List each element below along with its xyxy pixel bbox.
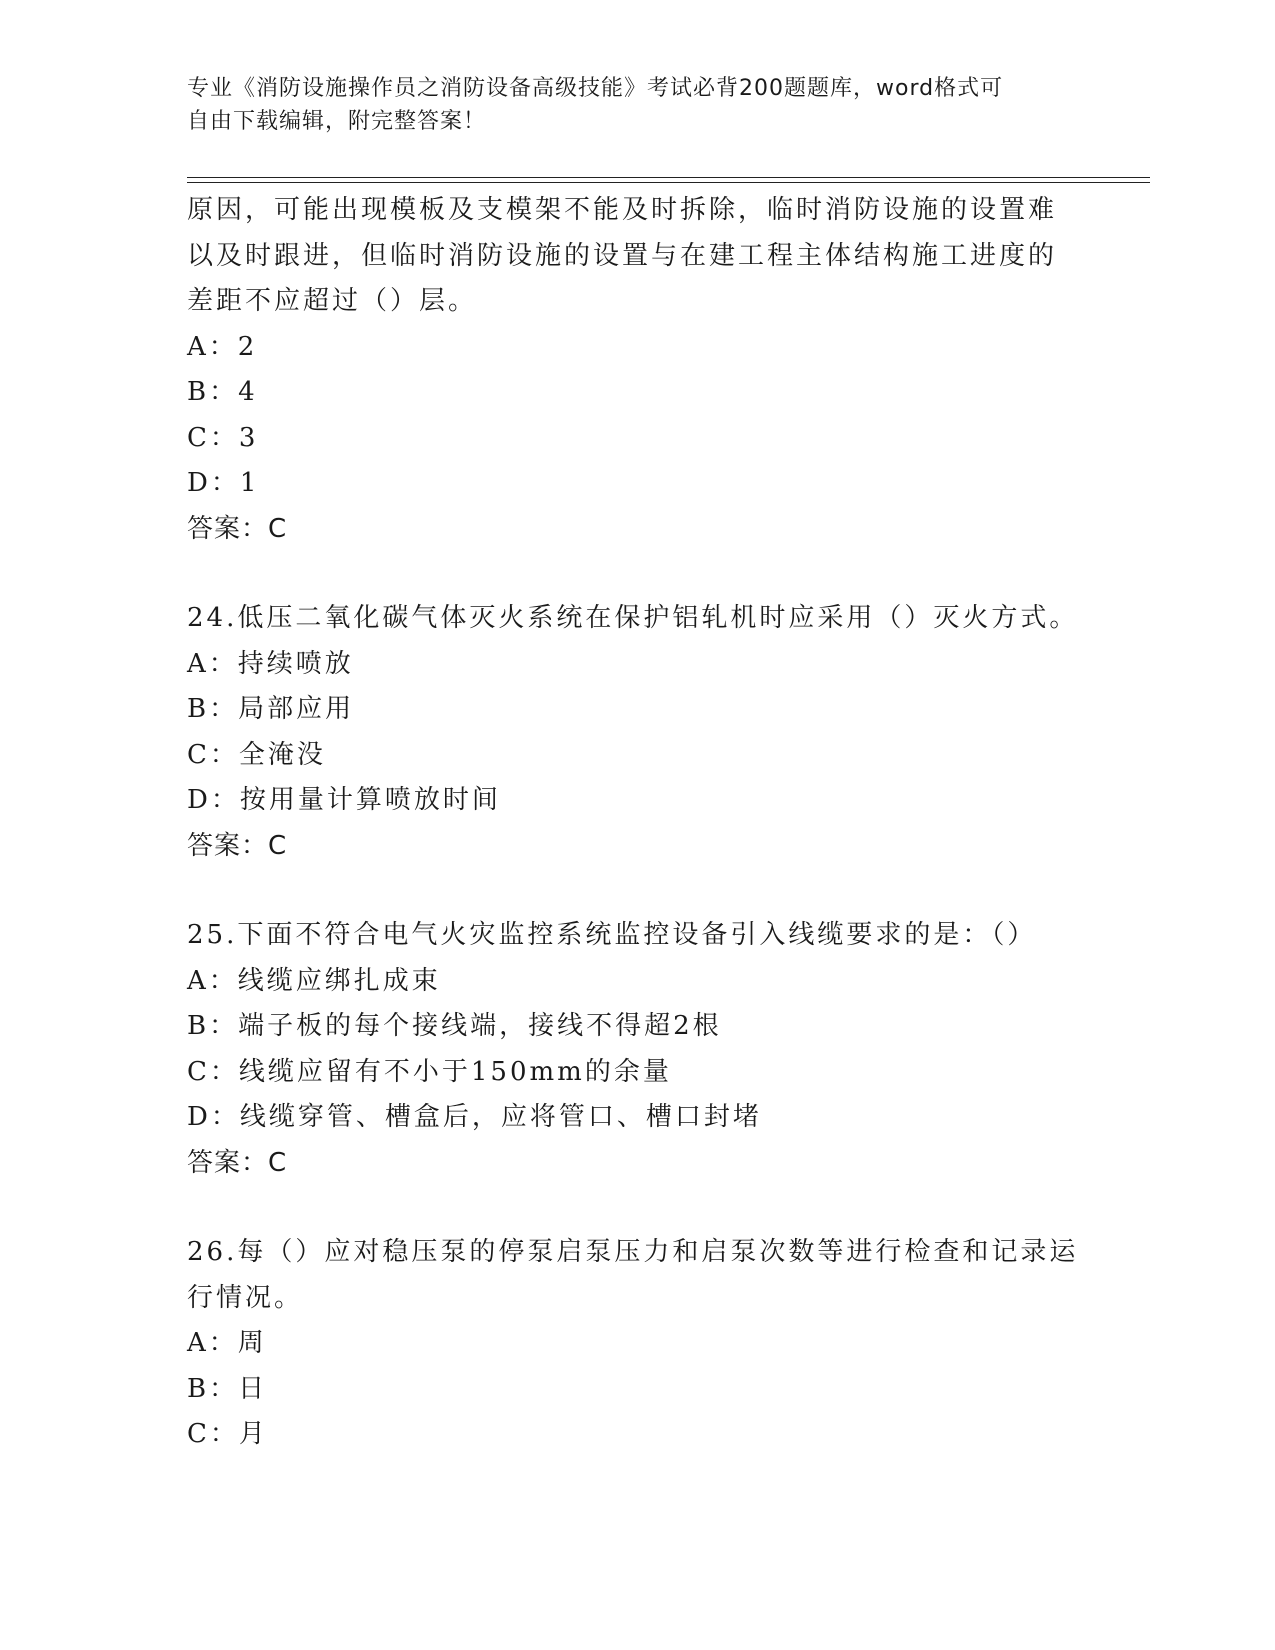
- question-stem-line: 以及时跟进，但临时消防设施的设置与在建工程主体结构施工进度的: [187, 240, 1058, 271]
- option-c: C：线缆应留有不小于150mm的余量: [187, 1056, 672, 1087]
- option-b: B：端子板的每个接线端，接线不得超2根: [187, 1011, 722, 1041]
- spacer: [187, 1186, 1087, 1230]
- option-d: D：1: [187, 468, 260, 498]
- header-line-2: 自由下载编辑，附完整答案！: [187, 109, 487, 134]
- option-c: C：全淹没: [187, 739, 326, 770]
- option-b: B：局部应用: [187, 694, 355, 724]
- option-c: C：月: [187, 1419, 268, 1449]
- option-c: C：3: [187, 422, 259, 453]
- option-b: B：4: [187, 377, 258, 407]
- answer-line: 答案：C: [187, 1147, 288, 1178]
- question-23: [187, 188, 1087, 552]
- option-b: B：日: [187, 1373, 268, 1404]
- question-stem-line: 24.低压二氧化碳气体灭火系统在保护铝轧机时应采用（）灭火方式。: [187, 603, 1079, 633]
- option-a: A：2: [187, 331, 258, 362]
- option-a: A：持续喷放: [187, 648, 354, 679]
- question-25: [187, 913, 1087, 1186]
- option-d: D：线缆穿管、槽盒后，应将管口、槽口封堵: [187, 1102, 762, 1132]
- option-a: A：周: [187, 1328, 267, 1358]
- spacer: [187, 552, 1087, 596]
- question-stem-line: 26.每（）应对稳压泵的停泵启泵压力和启泵次数等进行检查和记录运: [187, 1237, 1079, 1267]
- answer-line: 答案：C: [187, 830, 288, 861]
- answer-line: 答案：C: [187, 513, 288, 544]
- question-stem-line: 差距不应超过（）层。: [187, 286, 478, 316]
- question-24: [187, 596, 1087, 869]
- question-stem-line: 行情况。: [187, 1282, 304, 1313]
- question-stem-line: 25.下面不符合电气火灾监控系统监控设备引入线缆要求的是：（）: [187, 920, 1037, 950]
- question-stem-line: 原因，可能出现模板及支模架不能及时拆除，临时消防设施的设置难: [187, 195, 1058, 225]
- option-a: A：线缆应绑扎成束: [187, 965, 441, 996]
- header-divider-bottom: [187, 182, 1150, 183]
- question-list: [187, 188, 1087, 1458]
- header-divider-top: [187, 177, 1150, 178]
- question-26: [187, 1230, 1087, 1458]
- spacer: [187, 869, 1087, 913]
- header-line-1: 专业《消防设施操作员之消防设备高级技能》考试必背200题题库，word格式可: [187, 76, 1004, 101]
- document-header: [187, 72, 1067, 138]
- option-d: D：按用量计算喷放时间: [187, 785, 501, 815]
